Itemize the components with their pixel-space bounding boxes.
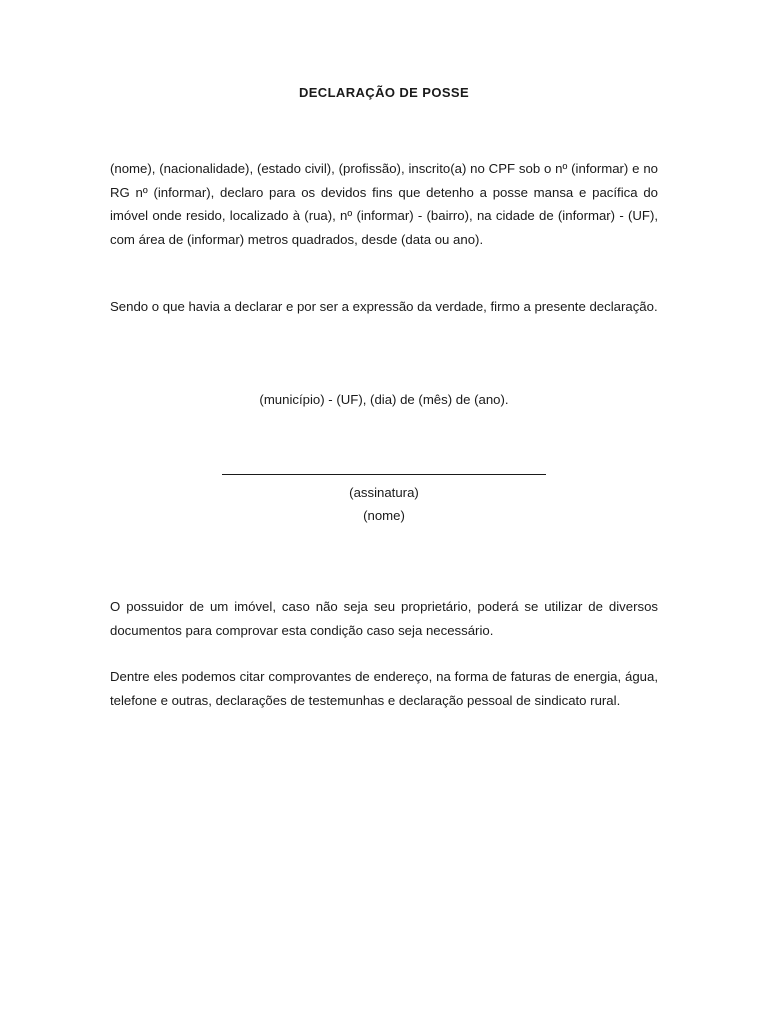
document-title: DECLARAÇÃO DE POSSE (298, 85, 470, 100)
signature-name: (nome) (363, 508, 405, 523)
signature-label: (assinatura) (349, 485, 419, 500)
note-paragraph-2: Dentre eles podemos citar comprovantes de endereço, na forma de faturas de energia, água, telefone e outras, declarações de testemunhas e declaração pessoal de sindicato rural. (110, 669, 658, 708)
signature-line (222, 474, 546, 475)
note-paragraph-1: O possuidor de um imóvel, caso não seja seu proprietário, poderá se utilizar de diversos documentos para comprovar esta condição caso seja necessário. (110, 599, 658, 638)
place-date-line: (município) - (UF), (dia) de (mês) de (ano). (259, 392, 509, 407)
closing-paragraph: Sendo o que havia a declarar e por ser a expressão da verdade, firmo a presente declaração. (110, 299, 658, 314)
declaration-paragraph: (nome), (nacionalidade), (estado civil), (profissão), inscrito(a) no CPF sob o nº (informar) e no RG nº (informar), declaro para os devidos fins que detenho a posse mansa e pacífica do imóvel onde resido, localizado à (rua), nº (informar) - (bairro), na cidade de (informar) - (UF), com área de (informar) metros quadrados, desde (data ou ano). (110, 161, 658, 247)
